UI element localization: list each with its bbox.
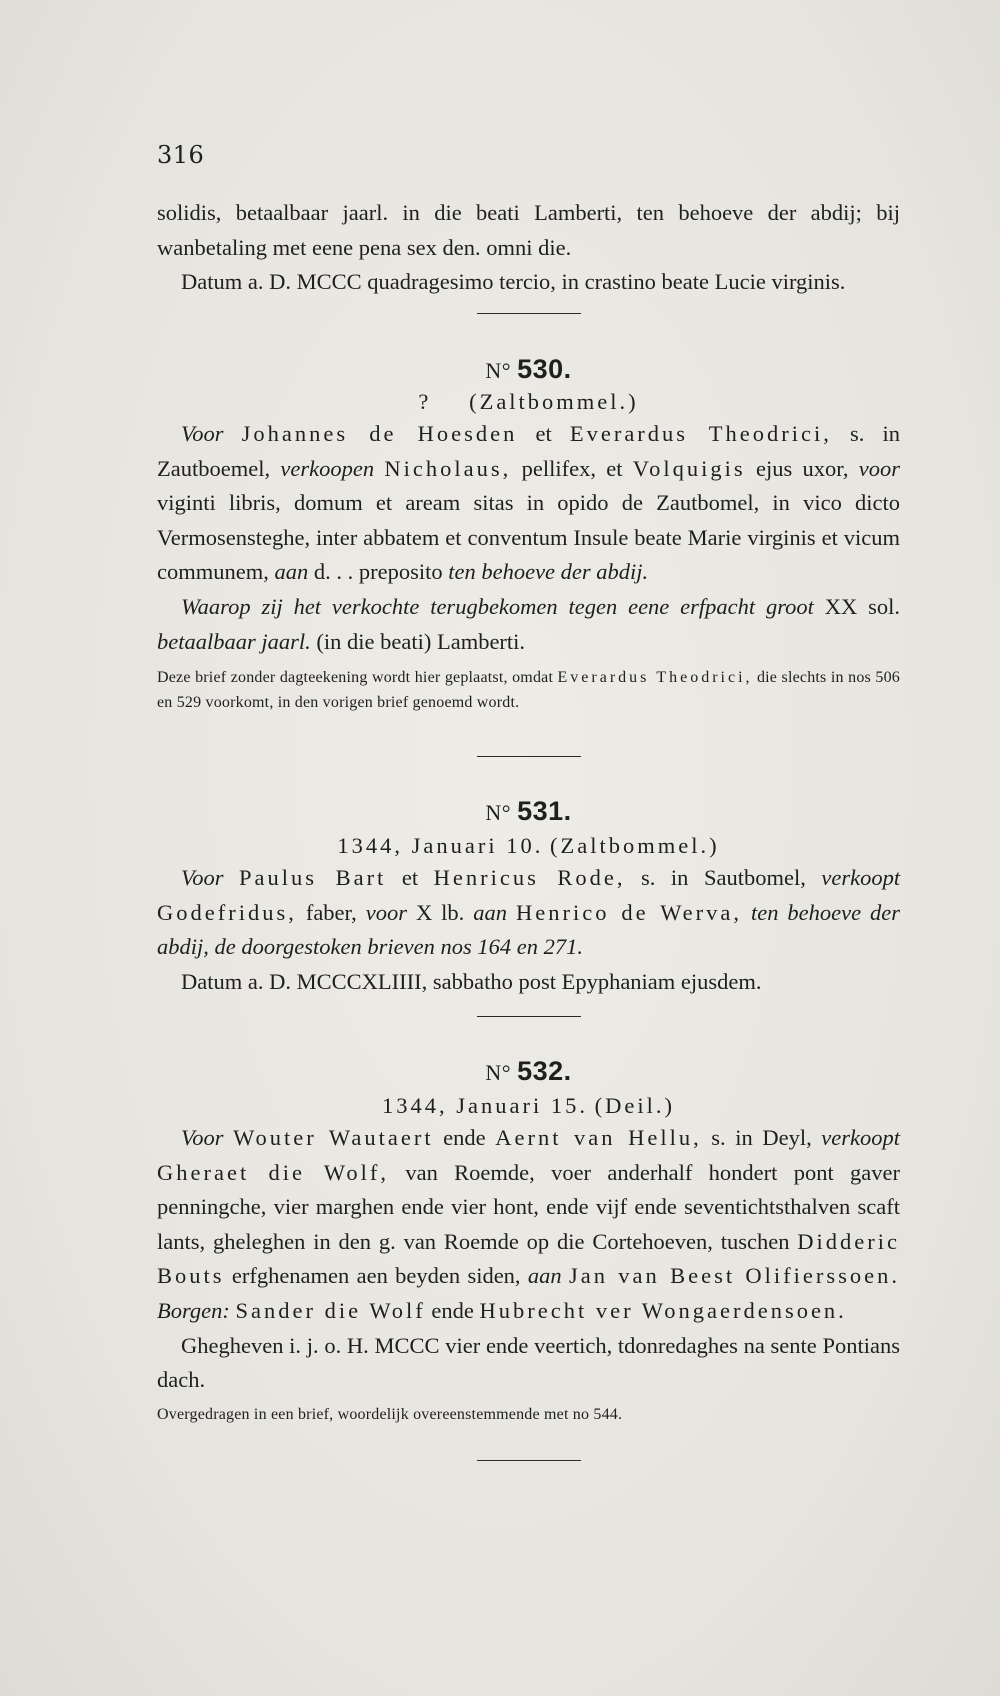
entry-body: Voor Johannes de Hoesden et Everardus Theodrici, s. in Zautboemel, verkoopen Nicholaus, pellifex, et Volquigis ejus uxor, voor viginti libris, domum et aream sitas in opido de Zautbomel, in vico dicto Vermosensteghe, inter abbatem et conventum Insule beate Marie virginis et vicum communem, aan d. . . preposito ten behoeve der abdij. <box>157 421 901 585</box>
entry-530 <box>157 354 900 715</box>
entry-body: Voor Wouter Wautaert ende Aernt van Hellu, s. in Deyl, verkoopt Gheraet die Wolf, van Roemde, voer anderhalf hondert pont gaver penningche, vier marghen ende vier hont, ende vijf ende seventichtsthalven scaft lants, gheleghen in den g. van Roemde op die Cortehoeven, tuschen Didderic Bouts erfghenamen aen beyden siden, aan Jan van Beest Olifierssoen. Borgen: Sander die Wolf ende Hubrecht ver Wongaerdensoen. <box>157 1125 901 1323</box>
entry-dateline: 1344, Januari 15. (Deil.) <box>382 1093 675 1118</box>
section-rule <box>477 1460 581 1461</box>
entry-body-2: Waarop zij het verkochte terugbekomen tegen eene erfpacht groot XX sol. betaalbaar jaarl. (in die beati) Lamberti. <box>157 593 900 654</box>
entry-532 <box>157 1056 900 1427</box>
entry-heading: N° 530. <box>485 354 572 384</box>
entry-datum: Datum a. D. MCCCXLIIII, sabbatho post Epyphaniam ejusdem. <box>181 968 762 994</box>
entry-531 <box>157 796 900 999</box>
prev-datum: Datum a. D. MCCC quadragesimo tercio, in crastino beate Lucie virginis. <box>181 269 846 295</box>
entry-note: Overgedragen in een brief, woordelijk overeenstemmende met no 544. <box>157 1405 623 1423</box>
entry-dateline: 1344, Januari 10. (Zaltbommel.) <box>337 833 720 858</box>
section-rule <box>477 756 581 757</box>
prev-text: solidis, betaalbaar jaarl. in die beati Lamberti, ten behoeve der abdij; bij wanbetaling met eene pena sex den. omni die. <box>157 200 900 260</box>
entry-ghegheven: Ghegheven i. j. o. H. MCCC vier ende veertich, tdonredaghes na sente Pontians dach. <box>157 1332 900 1393</box>
section-rule <box>477 313 581 314</box>
entry-note: Deze brief zonder dagteekening wordt hier geplaatst, omdat Everardus Theodrici, die slechts in nos 506 en 529 voorkomt, in den vorigen brief genoemd wordt. <box>157 669 901 712</box>
previous-entry-tail <box>157 196 900 300</box>
page-number: 316 <box>157 141 205 169</box>
entry-heading: N° 532. <box>485 1056 572 1086</box>
entry-heading: N° 531. <box>485 796 572 826</box>
entry-body: Voor Paulus Bart et Henricus Rode, s. in Sautbomel, verkoopt Godefridus, faber, voor X lb. aan Henrico de Werva, ten behoeve der abdij, de doorgestoken brieven nos 164 en 271. <box>157 865 901 960</box>
entry-dateline: ? (Zaltbommel.) <box>418 389 639 414</box>
section-rule <box>477 1016 581 1017</box>
